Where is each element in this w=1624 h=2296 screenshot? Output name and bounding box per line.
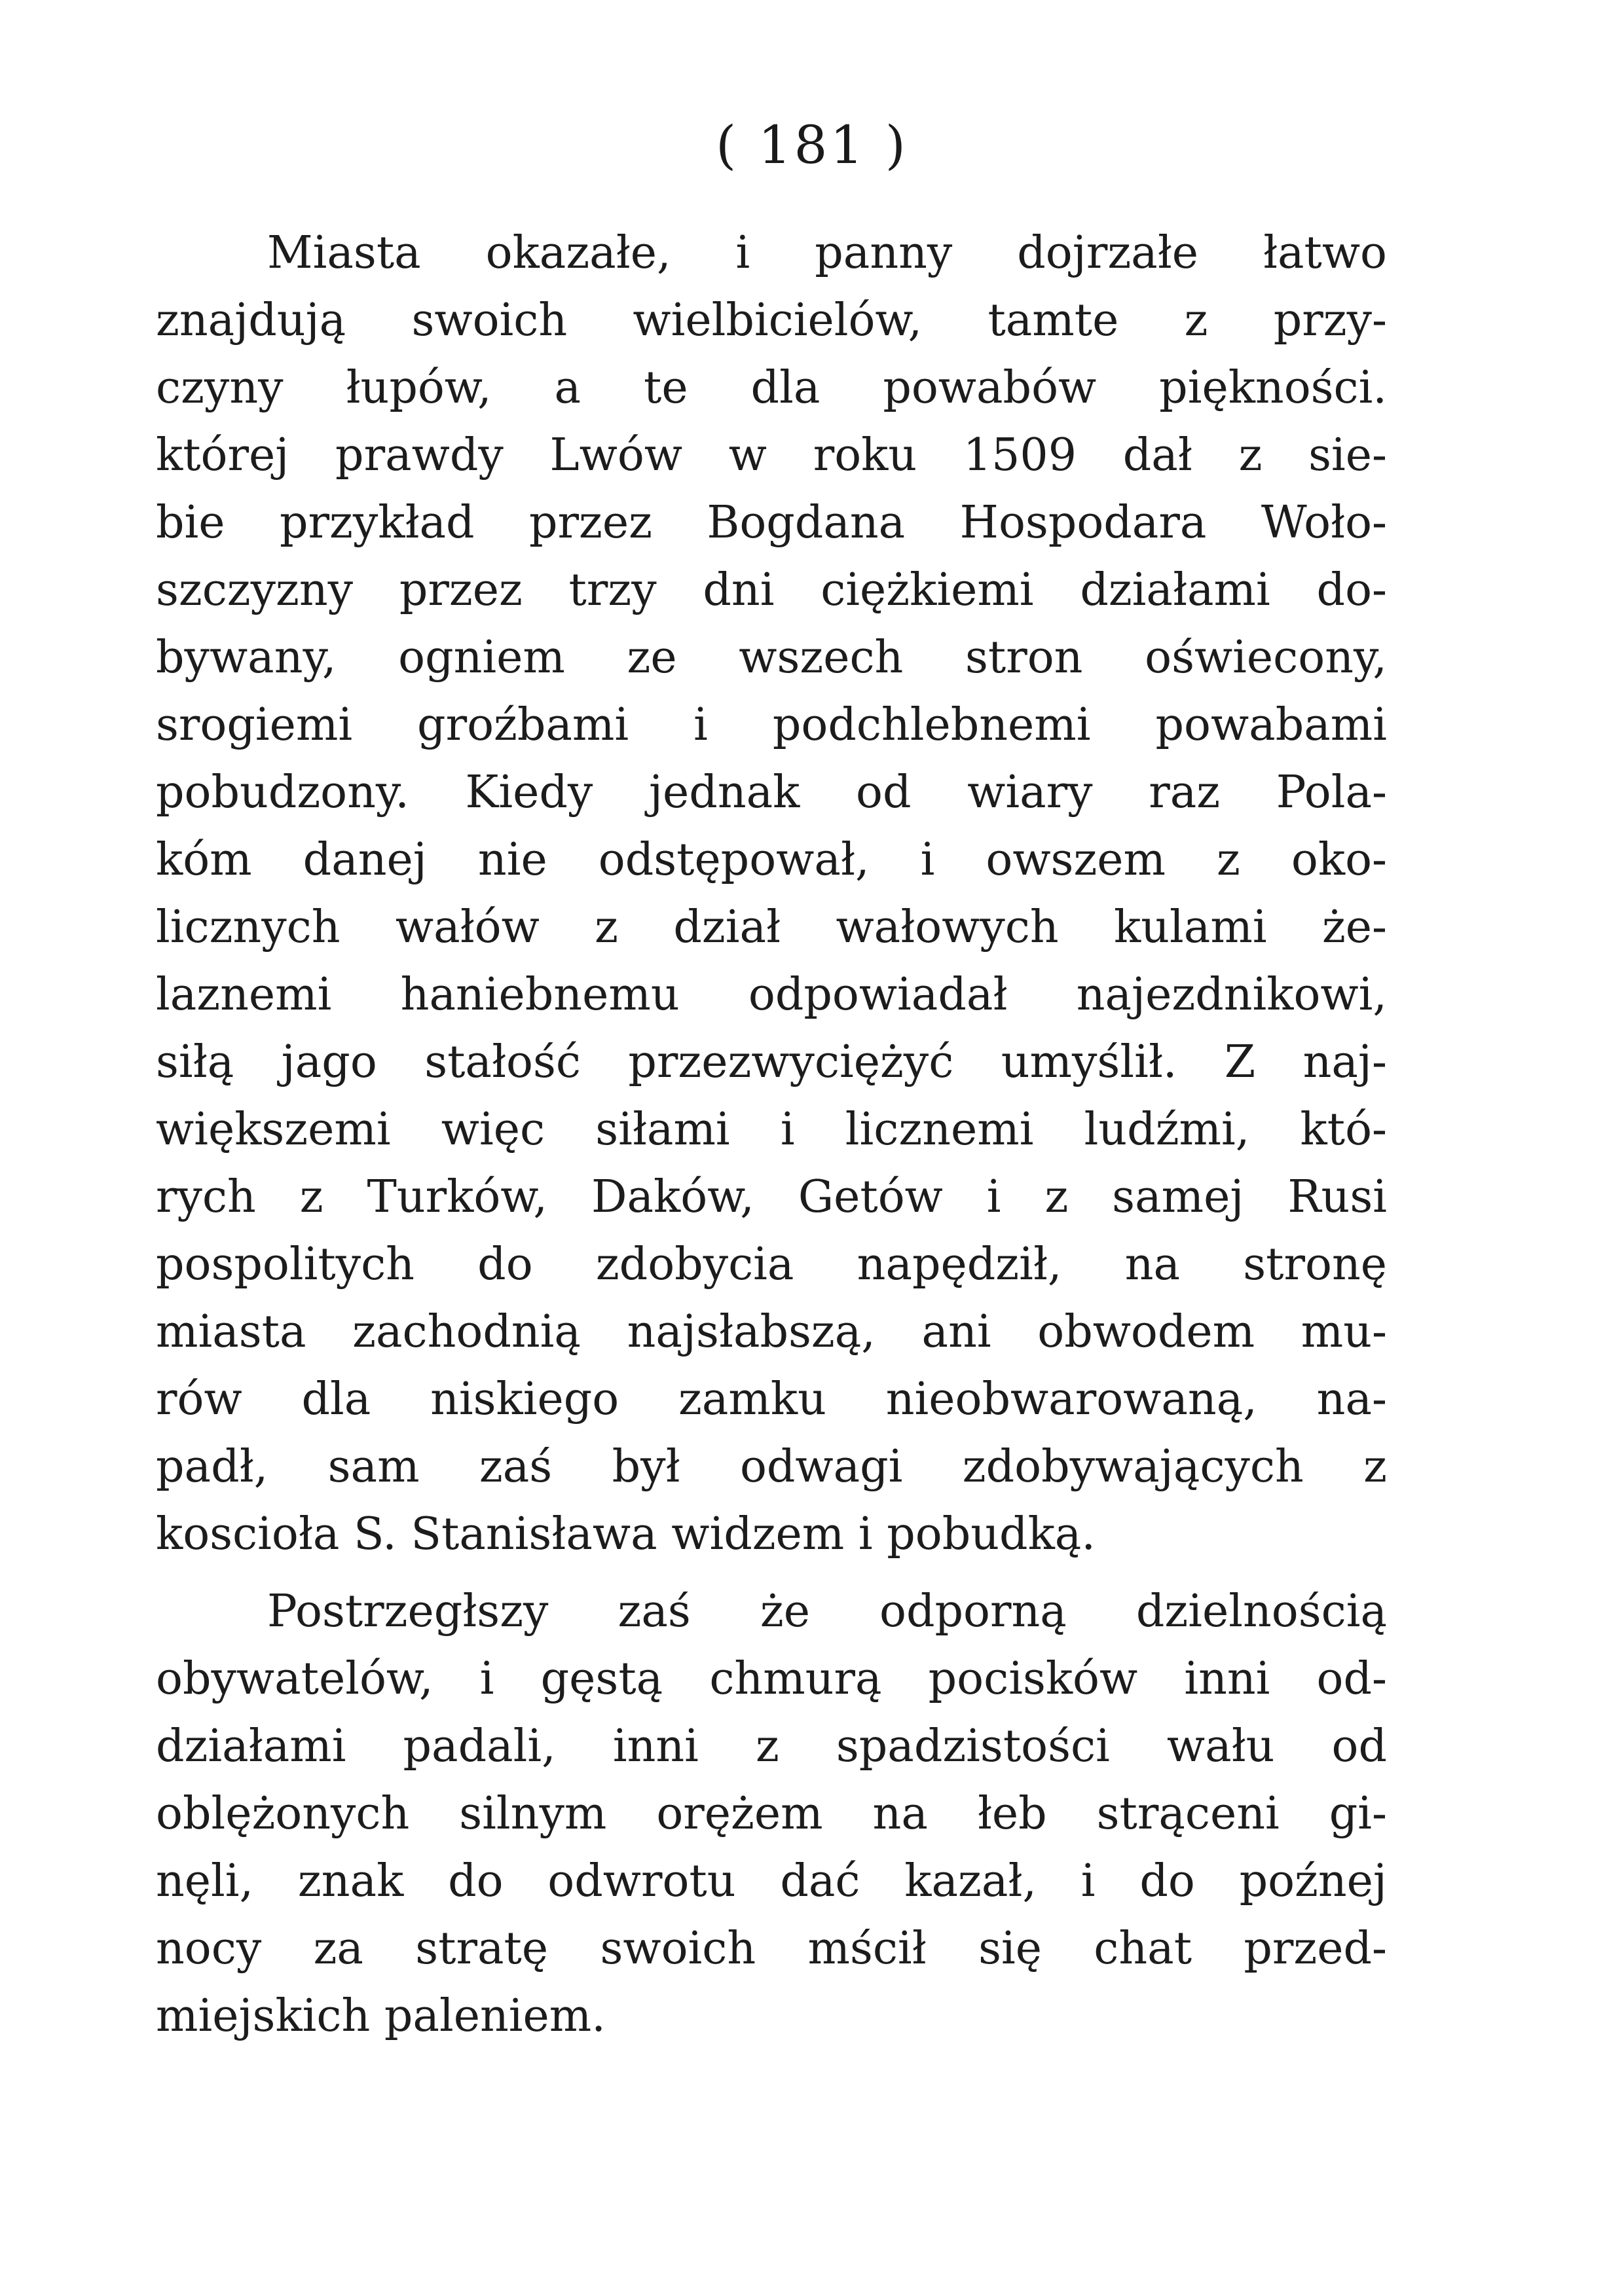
text-line: Miasta okazałe, i panny dojrzałe łatwo [267,227,1387,279]
text-line: szczyzny przez trzy dni ciężkiemi działami do- [156,564,1387,616]
text-line: kóm danej nie odstępował, i owszem z oko- [156,834,1387,886]
text-line: znajdują swoich wielbicielów, tamte z przy- [156,295,1387,346]
paragraph-2 [156,1578,1387,2050]
text-line: nocy za stratę swoich mścił się chat przed- [156,1923,1387,1975]
text-line: czyny łupów, a te dla powabów piękności. [156,362,1387,414]
text-line: oblężonych silnym orężem na łeb strąceni gi- [156,1788,1387,1840]
text-line: większemi więc siłami i licznemi ludźmi, któ- [156,1104,1387,1156]
text-line: licznych wałów z dział wałowych kulami że- [156,902,1387,953]
text-line: pobudzony. Kiedy jednak od wiary raz Pola- [156,767,1387,818]
text-line: działami padali, inni z spadzistości wału od [156,1721,1387,1772]
text-line: obywatelów, i gęstą chmurą pocisków inni od- [156,1653,1387,1705]
text-line: miejskich paleniem. [156,1990,606,2042]
text-line: srogiemi groźbami i podchlebnemi powabami [156,699,1387,751]
text-line: Postrzegłszy zaś że odporną dzielnością [267,1586,1387,1637]
text-line: rych z Turków, Daków, Getów i z samej Rusi [156,1171,1387,1223]
text-line: padł, sam zaś był odwagi zdobywających z [156,1441,1387,1493]
text-line: siłą jago stałość przezwyciężyć umyślił. Z naj- [156,1036,1387,1088]
text-line: rów dla niskiego zamku nieobwarowaną, na- [156,1374,1387,1425]
text-line: laznemi haniebnemu odpowiadał najezdnikowi, [156,969,1387,1021]
text-line: miasta zachodnią najsłabszą, ani obwodem mu- [156,1306,1387,1358]
text-line: pospolitych do zdobycia napędził, na stronę [156,1239,1387,1290]
text-line: której prawdy Lwów w roku 1509 dał z sie- [156,429,1387,481]
text-line: koscioła S. Stanisława widzem i pobudką. [156,1508,1096,1560]
text-line: bie przykład przez Bogdana Hospodara Woło- [156,497,1387,549]
text-line: nęli, znak do odwrotu dać kazał, i do poźnej [156,1855,1387,1907]
paragraph-1 [156,219,1387,1568]
page-number: ( 181 ) [716,115,908,175]
text-line: bywany, ogniem ze wszech stron oświecony, [156,632,1387,683]
